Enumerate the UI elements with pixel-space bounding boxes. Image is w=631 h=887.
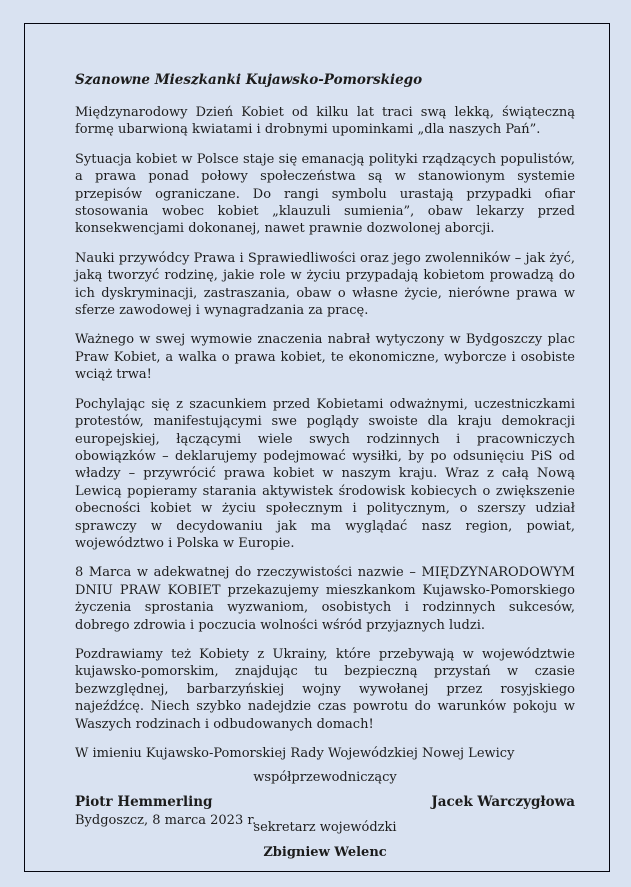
body-paragraph: Pochylając się z szacunkiem przed Kobietami odważnymi, uczestniczkami protestów, manifestującymi swe poglądy swoiste dla kraju demokracji europejskiej, łączącymi wiele swych rodzinnych i pracowniczych obowiązków – deklarujemy podejmować wysiłki, by po odsunięciu PiS od władzy – przywrócić prawa kobiet w naszym kraju. Wraz z całą Nową Lewicą popieramy starania aktywistek środowisk kobiecych o zwiększenie obecności kobiet w życiu społecznym i politycznym, o szerszy udział sprawczy w decydowaniu jak ma wyglądać nasz region, powiat, województwo i Polska w Europie. bbox=[75, 396, 575, 551]
dateline: Bydgoszcz, 8 marca 2023 r. bbox=[75, 813, 257, 828]
signer-zbigniew-welenc: Zbigniew Welenc bbox=[263, 845, 387, 860]
body-paragraph: Międzynarodowy Dzień Kobiet od kilku lat traci swą lekką, świąteczną formę ubarwioną kwiatami i drobnymi upominkami „dla naszych Pań”. bbox=[75, 105, 575, 138]
signer-piotr-hemmerling: Piotr Hemmerling bbox=[75, 794, 213, 810]
secretary-role-label: sekretarz wojewódzki bbox=[253, 820, 397, 835]
signer-jacek-warczyglowa: Jacek Warczygłowa bbox=[431, 794, 575, 810]
cochair-signers-row bbox=[75, 794, 575, 811]
page-border-frame bbox=[24, 23, 610, 872]
cochair-role-label: współprzewodniczący bbox=[253, 770, 397, 785]
body-paragraph: Ważnego w swej wymowie znaczenia nabrał wytyczony w Bydgoszczy plac Praw Kobiet, a walka o prawa kobiet, te ekonomiczne, wyborcze i osobiste wciąż trwa! bbox=[75, 332, 575, 383]
body-paragraph: Sytuacja kobiet w Polsce staje się emanacją polityki rządzących populistów, a prawa ponad połowy społeczeństwa są w stanowionym systemie przepisów ograniczane. Do rangi symbolu urastają przypadki ofiar stosowania wobec kobiet „klauzuli sumienia”, obaw lekarzy przed konsekwencjami dokonanej, nawet prawnie dozwolonej aborcji. bbox=[75, 151, 575, 237]
letter-content bbox=[25, 24, 609, 861]
salutation-heading: Szanowne Mieszkanki Kujawsko-Pomorskiego bbox=[75, 72, 423, 88]
body-paragraph: Nauki przywódcy Prawa i Sprawiedliwości oraz jego zwolenników – jak żyć, jaką tworzyć rodzinę, jakie role w życiu przypadają kobietom prowadzą do ich dyskryminacji, zastraszania, obaw o własne życie, nierówne prawa w sferze zawodowej i wynagradzania za pracę. bbox=[75, 250, 575, 319]
body-paragraph: 8 Marca w adekwatnej do rzeczywistości nazwie – MIĘDZYNARODOWYM DNIU PRAW KOBIET przekazujemy mieszkankom Kujawsko-Pomorskiego życzenia sprostania wyzwaniom, osobistych i rodzinnych sukcesów, dobrego zdrowia i poczucia wolności wśród przyjaznych ludzi. bbox=[75, 565, 575, 633]
closing-attribution: W imieniu Kujawsko-Pomorskiej Rady Wojewódzkiej Nowej Lewicy bbox=[75, 746, 515, 761]
body-paragraph: Pozdrawiamy też Kobiety z Ukrainy, które przebywają w województwie kujawsko-pomorskim, znajdując tu bezpieczną przystań w czasie bezwzględnej, barbarzyńskiej wojny wywołanej przez rosyjskiego najeźdźcę. Niech szybko nadejdzie czas powrotu do warunków pokoju w Waszych rodzinach i odbudowanych domach! bbox=[75, 646, 575, 732]
